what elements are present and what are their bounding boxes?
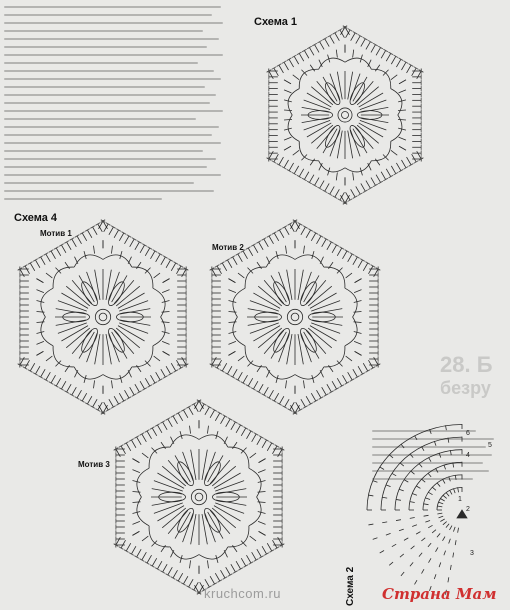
motif3-label: Мотив 3 (78, 460, 110, 469)
schema2-label: Схема 2 (345, 566, 356, 606)
faint-heading-number: 28. Б (440, 352, 493, 377)
schema1-motif (267, 26, 424, 205)
row-number-1: 1 (458, 496, 462, 503)
schema4-label: Схема 4 (14, 212, 58, 224)
motif3-chart (114, 400, 285, 595)
motif1-chart (18, 220, 189, 415)
row-number-2: 2 (466, 506, 470, 513)
site-logo-watermark: Страна Мам (382, 585, 497, 603)
row-number-3: 3 (470, 550, 474, 557)
schema2-chart (367, 424, 467, 595)
site-watermark: kruchcom.ru (204, 586, 282, 601)
schema1-label: Схема 1 (254, 16, 298, 28)
motif2-label: Мотив 2 (212, 243, 244, 252)
faint-heading-word: безру (440, 378, 491, 398)
motif1-label: Мотив 1 (40, 229, 72, 238)
row-number-5: 5 (488, 442, 492, 449)
row-number-4: 4 (466, 452, 470, 459)
row-number-6: 6 (466, 430, 470, 437)
